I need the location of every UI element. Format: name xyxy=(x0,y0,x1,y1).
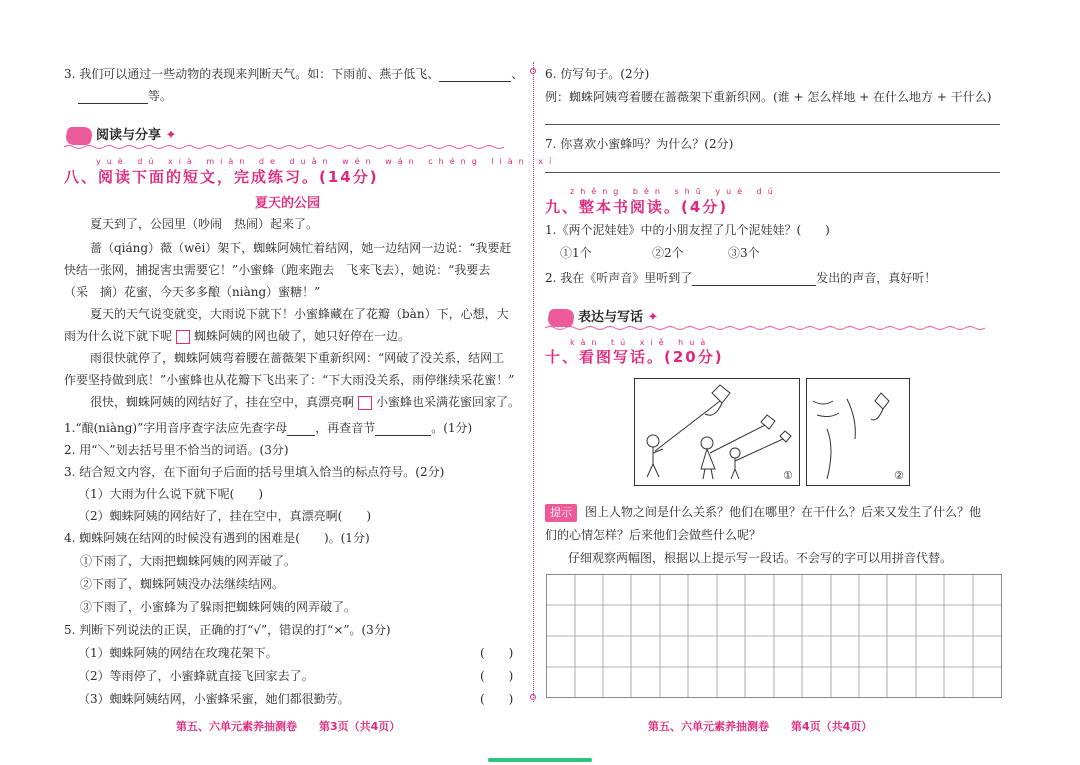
left-footer: 第五、六单元素养抽测卷 第3页（共4页） xyxy=(176,720,401,733)
passage-p4a: 雨很快就停了，蜘蛛阿姨弯着腰在蔷薇架下重新织网：“网破了没关系，结网工 xyxy=(90,351,505,365)
answer-blank[interactable] xyxy=(287,423,315,436)
section8-pinyin: yuè dú xià miàn de duǎn wén wán chéng liàn xí xyxy=(96,157,558,166)
home-indicator-bar[interactable] xyxy=(488,758,592,762)
question-4-option-3[interactable]: ③下雨了，小蜜蜂为了躲雨把蜘蛛阿姨的网弄破了。 xyxy=(80,600,357,614)
question-5-3: （3）蜘蛛阿姨结网，小蜜蜂采蜜，她们都很勤劳。 xyxy=(78,692,350,706)
passage-p4b: 作要坚持做到底！”小蜜蜂也从花瓣下飞出来了：“下大雨没关系，雨停继续采花蜜！” xyxy=(64,373,515,387)
fold-marker xyxy=(530,68,536,74)
q1-text: 1.“酿(niàng)”字用音序查字法应先查字母 xyxy=(64,421,288,435)
kite-shape xyxy=(780,431,791,442)
question-5-1: （1）蜘蛛阿姨的网结在玫瑰花架下。 xyxy=(78,646,278,660)
question-5-2: （2）等雨停了，小蜜蜂就直接飞回家去了。 xyxy=(78,669,314,683)
question-1 xyxy=(64,420,472,436)
answer-line[interactable] xyxy=(545,172,1000,173)
q1-end: 。(1分) xyxy=(431,421,473,435)
question-3-2: （2）蜘蛛阿姨的网结好了，挂在空中，真漂亮啊( ) xyxy=(78,509,372,523)
passage-p2b: 快结一张网，捕捉害虫需要它！”小蜜蜂（跑来跑去 飞来飞去），她说：“我要去 xyxy=(64,263,491,277)
q9-1-option-1[interactable]: ①1个 xyxy=(560,246,592,260)
section9-pinyin: zhěng běn shū yuè dú xyxy=(570,187,779,196)
question-4-option-1[interactable]: ①下雨了，大雨把蜘蛛阿姨的网弄破了。 xyxy=(80,554,297,568)
section-banner-reading xyxy=(66,124,176,145)
passage-p3b1: 雨为什么说下就下呢 xyxy=(64,329,173,343)
question-6: 6. 仿写句子。(2分) xyxy=(545,67,650,81)
answer-blank[interactable] xyxy=(692,273,816,286)
hint-text-a: 图上人物之间是什么关系？他们在哪里？在干什么？后来又发生了什么？他 xyxy=(585,505,982,519)
section10-title: 十、看图写话。(20分) xyxy=(545,348,724,366)
question-7: 7. 你喜欢小蜜蜂吗？为什么？(2分) xyxy=(545,137,734,151)
answer-blank[interactable] xyxy=(439,69,511,82)
banner-reading-label: 阅读与分享 xyxy=(96,128,162,143)
wavy-divider xyxy=(64,144,504,150)
section-banner-writing xyxy=(548,306,658,327)
hint-line-1 xyxy=(545,504,981,522)
wavy-divider xyxy=(545,325,985,331)
passage-title: 夏天的公园 xyxy=(255,196,321,211)
sparkle-icon: ✦ xyxy=(161,128,177,143)
page-divider xyxy=(533,62,534,702)
banner-writing-label: 表达与写话 xyxy=(578,310,644,325)
sparkle-icon: ✦ xyxy=(643,310,659,325)
question-3: 3. 结合短文内容，在下面句子后面的括号里填入恰当的标点符号。(2分) xyxy=(64,465,445,479)
question-6-example: 例：蜘蛛阿姨弯着腰在蔷薇架下重新织网。(谁 + 怎么样地 + 在什么地方 + 干什么) xyxy=(545,90,992,104)
q9-2-text-a: 2. 我在《听声音》里听到了 xyxy=(545,271,693,285)
left-q3-end: 等。 xyxy=(148,89,173,103)
kite-tree-illustration xyxy=(807,379,908,484)
kite-shape xyxy=(875,393,889,409)
punctuation-box[interactable] xyxy=(176,330,190,344)
passage-p2c: （采 摘）花蜜，今天多多酿（niàng）蜜糖！” xyxy=(64,285,321,299)
writing-instruction: 仔细观察两幅图，根据以上提示写一段话。不会写的字可以用拼音代替。 xyxy=(568,551,953,565)
section9-title: 九、整本书阅读。(4分) xyxy=(545,198,729,216)
left-q3-sep: 、 xyxy=(511,67,524,81)
right-footer: 第五、六单元素养抽测卷 第4页（共4页） xyxy=(648,720,873,733)
question-4: 4. 蜘蛛阿姨在结网的时候没有遇到的困难是( )。(1分) xyxy=(64,531,370,545)
book-icon xyxy=(64,127,94,145)
answer-blank[interactable] xyxy=(78,91,148,104)
passage-p1: 夏天到了，公园里（吵闹 热闹）起来了。 xyxy=(90,217,319,231)
question-4-option-2[interactable]: ②下雨了，蜘蛛阿姨没办法继续结网。 xyxy=(80,577,285,591)
question-2: 2. 用“＼”划去括号里不恰当的词语。(3分) xyxy=(64,443,289,457)
question-5-1-answer[interactable]: ( ) xyxy=(480,646,514,660)
kite-shape xyxy=(761,415,775,429)
question-9-2 xyxy=(545,270,936,286)
picture-2 xyxy=(806,378,910,486)
picture-1 xyxy=(634,378,800,486)
passage-p5a: 很快，蜘蛛阿姨的网结好了，挂在空中，真漂亮啊 xyxy=(90,395,355,409)
q9-1-option-2[interactable]: ②2个 xyxy=(652,246,684,260)
question-9-1: 1.《两个泥娃娃》中的小朋友捏了几个泥娃娃？( ) xyxy=(545,223,830,237)
passage-p5b: 小蜜蜂也采满花蜜回家了。 xyxy=(376,395,521,409)
answer-blank[interactable] xyxy=(375,423,431,436)
kite-shape xyxy=(712,385,730,403)
passage-p3a: 夏天的天气说变就变，大雨说下就下！小蜜蜂藏在了花瓣（bàn）下，心想，大 xyxy=(90,307,509,321)
writing-grid[interactable] xyxy=(546,574,1002,698)
passage-p3b xyxy=(64,328,410,344)
question-3-1: （1）大雨为什么说下就下呢( ) xyxy=(78,487,263,501)
left-q3-num: 3. xyxy=(64,67,80,81)
pen-icon xyxy=(546,309,576,327)
q9-1-option-3[interactable]: ③3个 xyxy=(728,246,760,260)
picture-2-label: ② xyxy=(894,469,904,482)
punctuation-box[interactable] xyxy=(358,396,372,410)
left-q3-line2 xyxy=(78,88,172,104)
left-q3 xyxy=(64,66,523,82)
section8-title: 八、阅读下面的短文，完成练习。(14分) xyxy=(64,168,379,186)
fold-marker xyxy=(530,694,536,700)
kite-flying-illustration xyxy=(635,379,798,484)
q9-2-text-b: 发出的声音，真好听！ xyxy=(816,271,937,285)
hint-line-2: 们的心情怎样？后来他们会做些什么呢？ xyxy=(545,528,762,542)
passage-p5 xyxy=(90,394,520,410)
question-5-2-answer[interactable]: ( ) xyxy=(480,669,514,683)
question-5: 5. 判断下列说法的正误，正确的打“√”，错误的打“×”。(3分) xyxy=(64,623,391,637)
answer-line[interactable] xyxy=(545,124,1000,125)
q1-mid: ，再查音节 xyxy=(315,421,376,435)
question-5-3-answer[interactable]: ( ) xyxy=(480,692,514,706)
section10-pinyin: kàn tú xiě huà xyxy=(570,338,712,347)
grid-lines xyxy=(547,575,1001,697)
passage-p3b2: 蜘蛛阿姨的网也破了，她只好停在一边。 xyxy=(194,329,411,343)
left-q3-text: 我们可以通过一些动物的表现来判断天气。如：下雨前、燕子低飞、 xyxy=(79,67,440,81)
hint-badge: 提示 xyxy=(545,504,577,522)
passage-p2a: 蔷（qiáng）薇（wēi）架下，蜘蛛阿姨忙着结网，她一边结网一边说：“我要赶 xyxy=(90,241,512,255)
picture-1-label: ① xyxy=(783,469,793,482)
